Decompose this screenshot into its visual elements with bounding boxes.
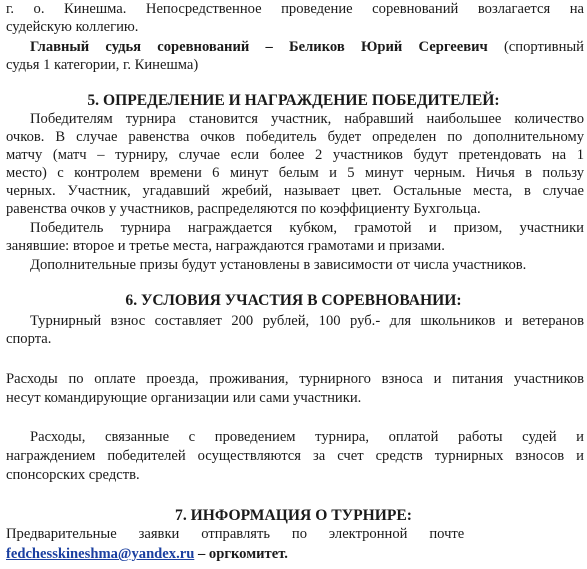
intro-line-1: г. о. Кинешма. Непосредственное проведение соревнований возлагается на xyxy=(6,1,584,17)
section-6-heading: 6. УСЛОВИЯ УЧАСТИЯ В СОРЕВНОВАНИИ: xyxy=(125,292,462,309)
chief-judge-line xyxy=(6,38,584,56)
s6-costs-line-2: награждением победителей осуществляются за счет средств турнирных взносов и xyxy=(6,448,584,464)
s6-costs-line-1: Расходы, связанные с проведением турнира, оплатой работы судей и xyxy=(30,429,584,445)
s6-fee-line-1: Турнирный взнос составляет 200 рублей, 100 руб.- для школьников и ветеранов xyxy=(30,313,584,329)
s6-travel-line-2: несут командирующие организации или сами участники. xyxy=(6,390,362,406)
s5-line-1: Победителям турнира становится участник, набравший наибольшее количество xyxy=(30,111,584,127)
s5-line-5: черных. Участник, угадавший жребий, называет цвет. Остальные места, в случае xyxy=(6,183,584,199)
organizer-email-link[interactable]: fedchesskineshma@yandex.ru xyxy=(6,546,195,562)
s5-line-8: занявшие: второе и третье места, награждаются грамотами и призами. xyxy=(6,238,445,254)
s5-line-2: очков. В случае равенства очков победитель будет определен по дополнительному xyxy=(6,129,584,145)
s5-line-6: равенства очков у участников, распределяются по коэффициенту Бухгольца. xyxy=(6,201,481,217)
intro-line-2: судейскую коллегию. xyxy=(6,19,139,35)
s6-travel-line-1: Расходы по оплате проезда, проживания, турнирного взноса и питания участников xyxy=(6,371,584,387)
s6-fee-line-2: спорта. xyxy=(6,331,52,347)
section-5-heading: 5. ОПРЕДЕЛЕНИЕ И НАГРАЖДЕНИЕ ПОБЕДИТЕЛЕЙ: xyxy=(87,92,500,109)
s5-line-9: Дополнительные призы будут установлены в зависимости от числа участников. xyxy=(30,257,527,273)
s7-line-2 xyxy=(6,545,584,563)
chief-judge-name: Главный судья соревнований – Беликов Юрий Сергеевич xyxy=(30,39,488,55)
s5-line-3: матчу (матч – турниру, случае если более 2 участников будут претендовать на 1 xyxy=(6,147,584,163)
s7-line-1: Предварительные заявки отправлять по электронной почте xyxy=(6,526,465,542)
s5-line-7: Победитель турнира награждается кубком, грамотой и призом, участники xyxy=(30,220,584,236)
section-7-heading: 7. ИНФОРМАЦИЯ О ТУРНИРЕ: xyxy=(175,507,412,524)
chief-judge-rank: (спортивный xyxy=(487,39,584,55)
chief-judge-line-2: судья 1 категории, г. Кинешма) xyxy=(6,57,199,73)
organizer-label: – оргкомитет. xyxy=(194,546,288,562)
s6-costs-line-3: спонсорских средств. xyxy=(6,467,140,483)
s5-line-4: место) с контролем времени 6 минут белым и 5 минут черным. Ничья в пользу xyxy=(6,165,584,181)
